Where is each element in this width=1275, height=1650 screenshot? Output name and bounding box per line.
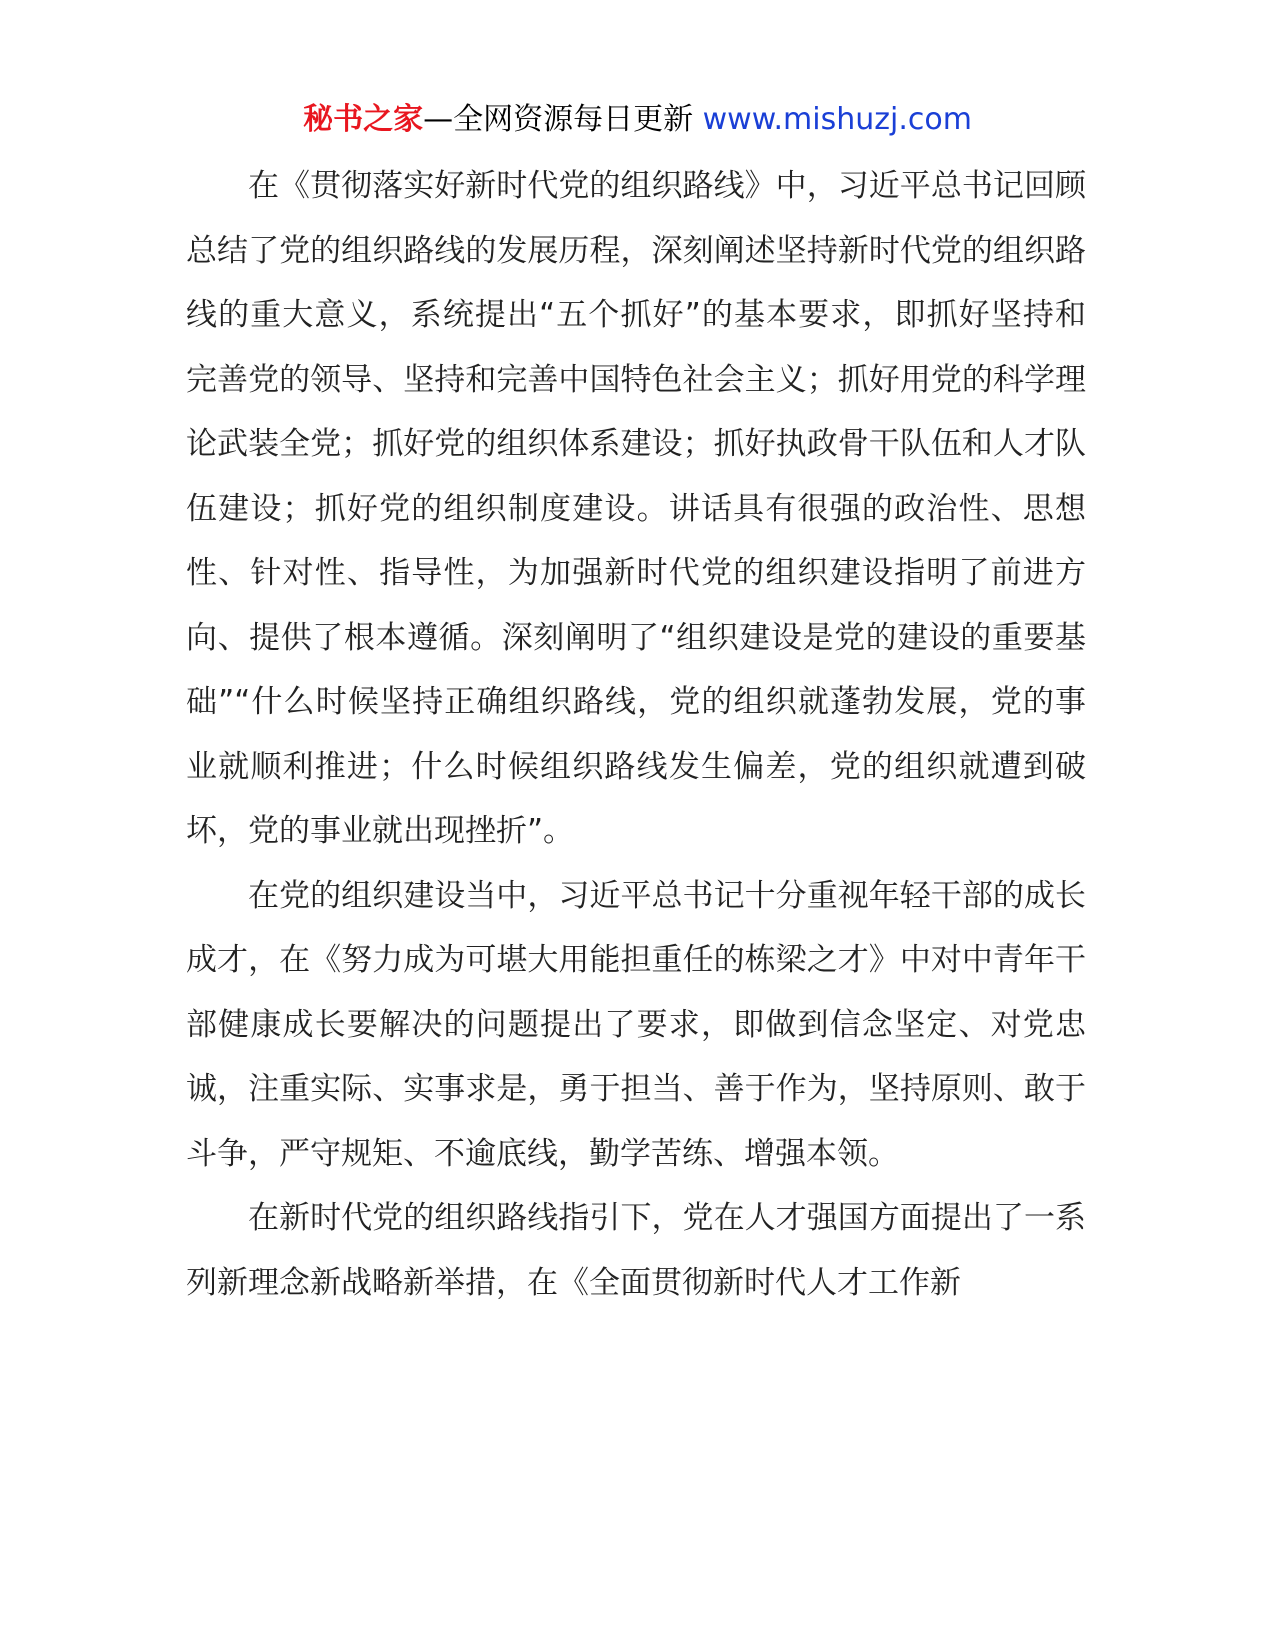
- header-tagline: —全网资源每日更新: [423, 102, 694, 137]
- page-header: [0, 98, 1275, 142]
- header-url-link[interactable]: www.mishuzj.com: [702, 102, 972, 137]
- paragraph-1: 在《贯彻落实好新时代党的组织路线》中，习近平总书记回顾总结了党的组织路线的发展历程，深刻阐述坚持新时代党的组织路线的重大意义，系统提出“五个抓好”的基本要求，即抓好坚持和完善党的领导、坚持和完善中国特色社会主义；抓好用党的科学理论武装全党；抓好党的组织体系建设；抓好执政骨干队伍和人才队伍建设；抓好党的组织制度建设。讲话具有很强的政治性、思想性、针对性、指导性，为加强新时代党的组织建设指明了前进方向、提供了根本遵循。深刻阐明了“组织建设是党的建设的重要基础”“什么时候坚持正确组织路线，党的组织就蓬勃发展，党的事业就顺利推进；什么时候组织路线发生偏差，党的组织就遭到破坏，党的事业就出现挫折”。: [186, 168, 1086, 849]
- paragraph-2: 在党的组织建设当中，习近平总书记十分重视年轻干部的成长成才，在《努力成为可堪大用能担重任的栋梁之才》中对中青年干部健康成长要解决的问题提出了要求，即做到信念坚定、对党忠诚，注重实际、实事求是，勇于担当、善于作为，坚持原则、敢于斗争，严守规矩、不逾底线，勤学苦练、增强本领。: [186, 877, 1086, 1172]
- paragraph-3: 在新时代党的组织路线指引下，党在人才强国方面提出了一系列新理念新战略新举措，在《全面贯彻新时代人才工作新: [186, 1200, 1086, 1301]
- document-body: [186, 154, 1086, 1315]
- header-brand: 秘书之家: [303, 102, 424, 137]
